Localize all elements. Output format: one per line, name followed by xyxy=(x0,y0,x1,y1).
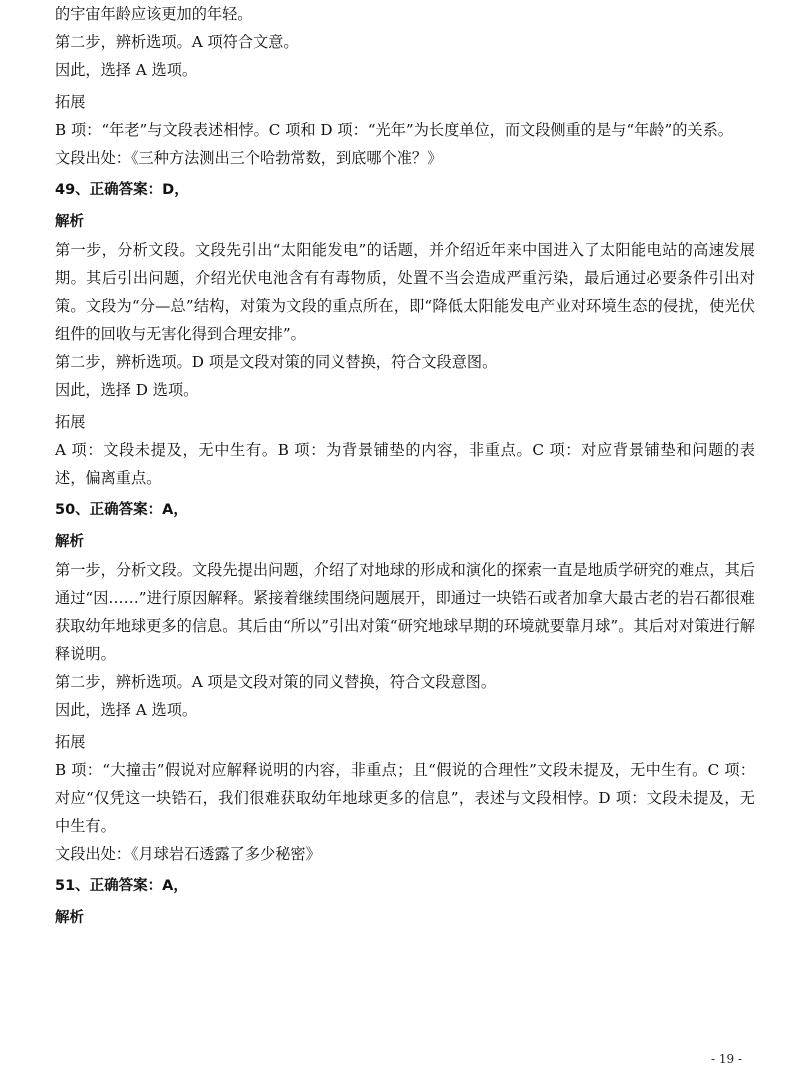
q51-section xyxy=(55,872,755,932)
q51-heading: 51、正确答案：A， xyxy=(55,878,188,894)
q48-conclusion: 因此，选择 A 选项。 xyxy=(55,61,198,79)
q50-conclusion: 因此，选择 A 选项。 xyxy=(55,701,198,719)
q50-source: 文段出处：《月球岩石透露了多少秘密》 xyxy=(55,845,321,863)
q48-tail xyxy=(55,0,755,172)
q50-section xyxy=(55,496,755,868)
q51-analysis-label: 解析 xyxy=(55,910,84,926)
q48-step2: 第二步，辨析选项。A 项符合文意。 xyxy=(55,33,299,51)
q49-section xyxy=(55,176,755,492)
q50-step2: 第二步，辨析选项。A 项是文段对策的同义替换，符合文段意图。 xyxy=(55,673,497,691)
q49-conclusion: 因此，选择 D 选项。 xyxy=(55,381,199,399)
page-number: - 19 - xyxy=(710,1052,742,1066)
q50-ext-text: B 项：“大撞击”假说对应解释说明的内容，非重点；且“假说的合理性”文段未提及，无中生有。C 项：对应“仅凭这一块锆石，我们很难获取幼年地球更多的信息”，表述与文段相悖。D 项：文段未提及，无中生有。 xyxy=(55,761,755,835)
q49-ext-text: A 项：文段未提及，无中生有。B 项：为背景铺垫的内容，非重点。C 项：对应背景铺垫和问题的表述，偏离重点。 xyxy=(55,441,755,487)
q49-heading: 49、正确答案：D， xyxy=(55,182,189,198)
q48-ext-text: B 项：“年老”与文段表述相悖。C 项和 D 项：“光年”为长度单位，而文段侧重的是与“年龄”的关系。 xyxy=(55,121,733,139)
document-page xyxy=(55,0,755,932)
q50-ext-label: 拓展 xyxy=(55,733,86,751)
q50-heading: 50、正确答案：A， xyxy=(55,502,188,518)
q48-ext-label: 拓展 xyxy=(55,93,86,111)
q49-ext-label: 拓展 xyxy=(55,413,86,431)
q49-step2: 第二步，辨析选项。D 项是文段对策的同义替换，符合文段意图。 xyxy=(55,353,498,371)
q49-analysis-label: 解析 xyxy=(55,214,84,230)
q49-step1: 第一步，分析文段。文段先引出“太阳能发电”的话题，并介绍近年来中国进入了太阳能电站的高速发展期。其后引出问题，介绍光伏电池含有有毒物质，处置不当会造成严重污染，最后通过必要条件引出对策。文段为“分—总”结构，对策为文段的重点所在，即“降低太阳能发电产业对环境生态的侵扰，使光伏组件的回收与无害化得到合理安排”。 xyxy=(55,241,755,343)
q48-source: 文段出处：《三种方法测出三个哈勃常数，到底哪个准？》 xyxy=(55,149,443,167)
q48-line1: 的宇宙年龄应该更加的年轻。 xyxy=(55,5,253,23)
q50-step1: 第一步，分析文段。文段先提出问题，介绍了对地球的形成和演化的探索一直是地质学研究的难点，其后通过“因……”进行原因解释。紧接着继续围绕问题展开，即通过一块锆石或者加拿大最古老的岩石都很难获取幼年地球更多的信息。其后由“所以”引出对策“研究地球早期的环境就要靠月球”。其后对对策进行解释说明。 xyxy=(55,561,755,663)
q50-analysis-label: 解析 xyxy=(55,534,84,550)
